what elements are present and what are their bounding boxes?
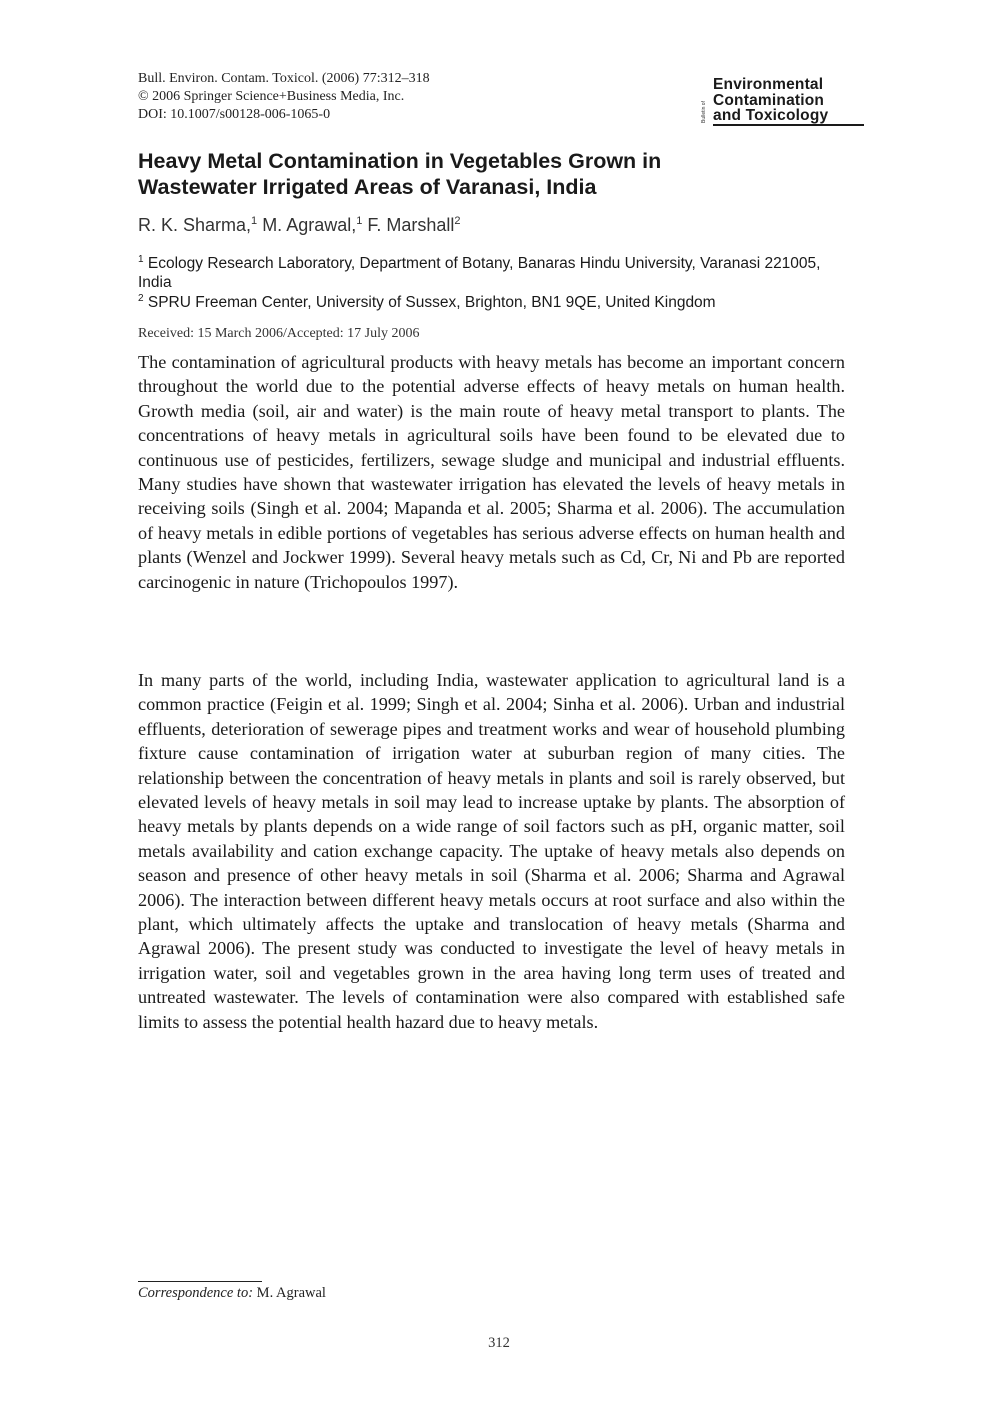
citation-header	[138, 70, 430, 124]
journal-logo	[702, 77, 864, 127]
paper-title	[138, 148, 858, 200]
affiliation-text: SPRU Freeman Center, University of Sussex, Brighton, BN1 9QE, United Kingdom	[147, 294, 716, 311]
affiliation-2	[138, 293, 858, 312]
correspondence-label: Correspondence to:	[138, 1285, 254, 1301]
affiliation-number: 2	[138, 293, 144, 304]
journal-logo-side-text: Bulletin of	[701, 101, 707, 123]
received-accepted-dates: Received: 15 March 2006/Accepted: 17 July 2006	[138, 326, 420, 341]
journal-logo-rule	[713, 124, 864, 126]
correspondence-footnote	[138, 1284, 326, 1302]
author-list	[138, 214, 461, 236]
journal-logo-line-1: Environmental	[713, 76, 824, 93]
body-paragraph-1: The contamination of agricultural products with heavy metals has become an important concern throughout the world due to the potential adverse effects of heavy metals on human health. Growth media (soil, air and water) is the main route of heavy metal transport to plants. The concentrations of heavy metals in agricultural soils have been found to be elevated due to continuous use of pesticides, fertilizers, sewage sludge and municipal and industrial effluents. Many studies have shown that wastewater irrigation has elevated the levels of heavy metals in receiving soils (Singh et al. 2004; Mapanda et al. 2005; Sharma et al. 2006). The accumulation of heavy metals in edible portions of vegetables has serious adverse effects on human health and plants (Wenzel and Jockwer 1999). Several heavy metals such as Cd, Cr, Ni and Pb are reported carcinogenic in nature (Trichopoulos 1997).	[138, 352, 845, 592]
author-name: M. Agrawal,	[262, 215, 357, 235]
author-affiliation-mark: 1	[356, 215, 363, 227]
author-name: F. Marshall	[367, 215, 455, 235]
affiliation-text: Ecology Research Laboratory, Department of Botany, Banaras Hindu University, Varanasi 221005, India	[138, 255, 821, 291]
body-paragraph-2: In many parts of the world, including India, wastewater application to agricultural land is a common practice (Feigin et al. 1999; Singh et al. 2004; Sinha et al. 2006). Urban and industrial effluents, deterioration of sewerage pipes and treatment works and wear of household plumbing fixture cause contamination of irrigation water at suburban region of many cities. The relationship between the concentration of heavy metals in plants and soil is rarely observed, but elevated levels of heavy metals in soil may lead to increase uptake by plants. The absorption of heavy metals by plants depends on a wide range of soil factors such as pH, organic matter, soil metals availability and cation exchange capacity. The uptake of heavy metals also depends on season and presence of other heavy metals in soil (Sharma et al. 2006; Sharma and Agrawal 2006). The interaction between different heavy metals occurs at root surface and also within the plant, which ultimately affects the uptake and translocation of heavy metals (Sharma and Agrawal 2006). The present study was conducted to investigate the level of heavy metals in irrigation water, soil and vegetables grown in the area having long term uses of treated and untreated wastewater. The levels of contamination were also compared with established safe limits to assess the potential health hazard due to heavy metals.	[138, 670, 845, 1032]
journal-logo-line-3: and Toxicology	[713, 107, 829, 124]
page-number: 312	[488, 1335, 510, 1351]
affiliation-1	[138, 254, 858, 292]
author-affiliation-mark: 2	[454, 215, 461, 227]
affiliation-number: 1	[138, 254, 144, 265]
paper-title-line-1: Heavy Metal Contamination in Vegetables Grown in	[138, 149, 662, 173]
journal-logo-line-2: Contamination	[713, 91, 825, 109]
affiliations	[138, 254, 858, 312]
citation-line: Bull. Environ. Contam. Toxicol. (2006) 77:312–318	[138, 71, 430, 86]
copyright-line: © 2006 Springer Science+Business Media, Inc.	[138, 89, 405, 104]
footnote-divider	[138, 1281, 262, 1282]
author-name: R. K. Sharma,	[138, 215, 252, 235]
doi-line: DOI: 10.1007/s00128-006-1065-0	[138, 107, 331, 122]
paper-title-line-2: Wastewater Irrigated Areas of Varanasi, India	[138, 175, 597, 199]
author-affiliation-mark: 1	[251, 215, 258, 227]
correspondence-name: M. Agrawal	[256, 1285, 326, 1301]
